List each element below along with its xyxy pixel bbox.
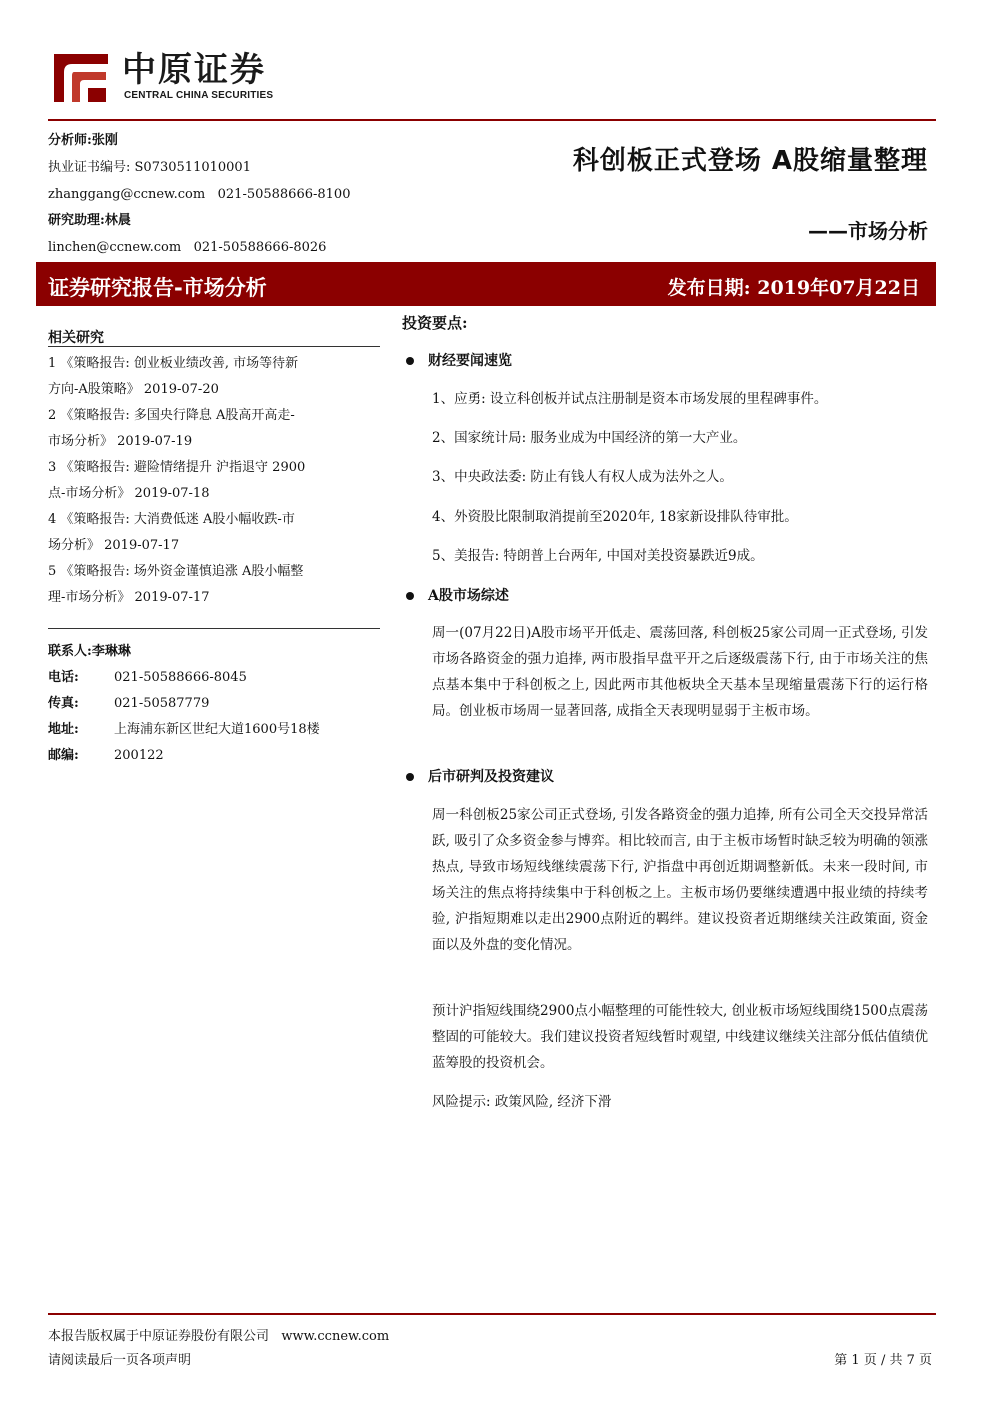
analyst-contact-line — [48, 186, 350, 204]
analyst-label: 分析师: — [48, 133, 92, 148]
investment-points-heading: 投资要点: — [402, 314, 468, 332]
publish-date: 发布日期: 2019年07月22日 — [667, 277, 920, 299]
assistant-phone: 021-50588666-8026 — [193, 240, 327, 255]
contact-fax — [48, 691, 209, 717]
bullet-icon — [406, 357, 414, 365]
cert-number: S0730511010001 — [134, 160, 251, 175]
company-logo-icon — [50, 50, 112, 106]
address-label: 地址: — [48, 722, 79, 737]
section-title: 后市研判及投资建议 — [428, 769, 554, 785]
footer-copyright-line — [48, 1325, 389, 1344]
assistant-name: 林晨 — [104, 213, 131, 228]
contact-person-name: 李琳琳 — [91, 644, 131, 659]
report-title: 科创板正式登场 A股缩量整理 — [572, 146, 928, 176]
assistant-label: 研究助理: — [48, 213, 105, 228]
contact-address — [48, 717, 320, 743]
market-summary-paragraph: 周一(07月22日)A股市场平开低走、震荡回落, 科创板25家公司周一正式登场, 引发市场各路资金的强力追捧, 两市股指早盘平开之后逐级震荡下行, 由于市场关注的焦点基本集中于科创板之上, 因此两市其他板块全天基本呈现缩量震荡下行的运行格局。创业板市场周一显著回落, 成指全天表现明显弱于主板市场。 — [432, 625, 928, 719]
related-item-line: 理-市场分析》 2019-07-17 — [48, 590, 210, 605]
related-item-line: 5 《策略报告: 场外资金谨慎追涨 A股小幅整 — [48, 564, 304, 579]
bullet-icon — [406, 592, 414, 600]
report-category: 证券研究报告-市场分析 — [48, 276, 267, 300]
zip-value: 200122 — [114, 748, 164, 763]
section-outlook-heading — [406, 766, 554, 786]
tel-value: 021-50588666-8045 — [114, 670, 247, 685]
related-item-line: 方向-A股策略》 2019-07-20 — [48, 382, 219, 397]
outlook-paragraph-2: 预计沪指短线围绕2900点小幅整理的可能性较大, 创业板市场短线围绕1500点震荡整固的可能较大。我们建议投资者短线暂时观望, 中线建议继续关注部分低估值绩优蓝筹股的投资机会。 — [432, 1003, 928, 1071]
fax-value: 021-50587779 — [114, 696, 210, 711]
zip-label: 邮编: — [48, 748, 79, 763]
analyst-email[interactable]: zhanggang@ccnew.com — [48, 187, 206, 202]
related-item-line: 市场分析》 2019-07-19 — [48, 434, 193, 449]
related-item-line: 3 《策略报告: 避险情绪提升 沪指退守 2900 — [48, 460, 306, 475]
copyright-text: 本报告版权属于中原证券股份有限公司 — [48, 1329, 270, 1344]
footer-divider — [48, 1313, 936, 1315]
website-link[interactable]: www.ccnew.com — [281, 1329, 390, 1344]
assistant-email[interactable]: linchen@ccnew.com — [48, 240, 182, 255]
related-item[interactable] — [48, 351, 382, 403]
disclaimer-text: 请阅读最后一页各项声明 — [48, 1353, 192, 1368]
news-item: 3、中央政法委: 防止有钱人有权人成为法外之人。 — [432, 469, 733, 485]
contact-zip — [48, 743, 164, 769]
cert-line — [48, 159, 251, 177]
cert-label: 执业证书编号: — [48, 160, 131, 175]
section-title: 财经要闻速览 — [428, 353, 512, 369]
header-divider — [48, 119, 936, 121]
address-value: 上海浦东新区世纪大道1600号18楼 — [114, 722, 320, 737]
news-item: 4、外资股比限制取消提前至2020年, 18家新设排队待审批。 — [432, 509, 798, 525]
related-item[interactable] — [48, 507, 382, 559]
related-research-heading: 相关研究 — [48, 330, 104, 346]
contact-divider — [48, 628, 380, 629]
news-item: 5、美报告: 特朗普上台两年, 中国对美投资暴跌近9成。 — [432, 548, 764, 564]
assistant-line — [48, 212, 131, 230]
section-news-heading — [406, 350, 512, 370]
related-item-line: 2 《策略报告: 多国央行降息 A股高开高走- — [48, 408, 295, 423]
page-indicator: 第 1 页 / 共 7 页 — [834, 1353, 932, 1368]
news-item: 1、应勇: 设立科创板并试点注册制是资本市场发展的里程碑事件。 — [432, 391, 828, 407]
contact-tel — [48, 665, 247, 691]
related-divider — [48, 346, 380, 347]
logo-name-cn: 中原证券 — [122, 50, 266, 90]
tel-label: 电话: — [48, 670, 79, 685]
assistant-contact-line — [48, 239, 326, 257]
section-market-heading — [406, 585, 509, 605]
fax-label: 传真: — [48, 696, 79, 711]
related-item-line: 点-市场分析》 2019-07-18 — [48, 486, 210, 501]
news-item: 2、国家统计局: 服务业成为中国经济的第一大产业。 — [432, 430, 747, 446]
analyst-line — [48, 132, 118, 150]
section-title: A股市场综述 — [428, 588, 509, 604]
bullet-icon — [406, 773, 414, 781]
contact-person — [48, 639, 131, 665]
contact-person-label: 联系人: — [48, 644, 92, 659]
risk-warning: 风险提示: 政策风险, 经济下滑 — [432, 1094, 612, 1110]
logo-name-en: CENTRAL CHINA SECURITIES — [124, 90, 274, 101]
analyst-phone: 021-50588666-8100 — [217, 187, 351, 202]
related-item[interactable] — [48, 403, 382, 455]
related-item-line: 4 《策略报告: 大消费低迷 A股小幅收跌-市 — [48, 512, 295, 527]
related-item[interactable] — [48, 559, 382, 611]
related-item[interactable] — [48, 455, 382, 507]
report-subtitle: ——市场分析 — [808, 219, 928, 243]
analyst-name: 张刚 — [91, 133, 118, 148]
outlook-paragraph-1: 周一科创板25家公司正式登场, 引发各路资金的强力追捧, 所有公司全天交投异常活跃, 吸引了众多资金参与博弈。相比较而言, 由于主板市场暂时缺乏较为明确的领涨热点, 导致市场短线继续震荡下行, 沪指盘中再创近期调整新低。未来一段时间, 市场关注的焦点将持续集中于科创板之上。主板市场仍要继续遭遇中报业绩的持续考验, 沪指短期难以走出2900点附近的羁绊。建议投资者近期继续关注政策面, 资金面以及外盘的变化情况。 — [432, 807, 928, 953]
related-item-line: 1 《策略报告: 创业板业绩改善, 市场等待新 — [48, 356, 299, 371]
related-item-line: 场分析》 2019-07-17 — [48, 538, 180, 553]
